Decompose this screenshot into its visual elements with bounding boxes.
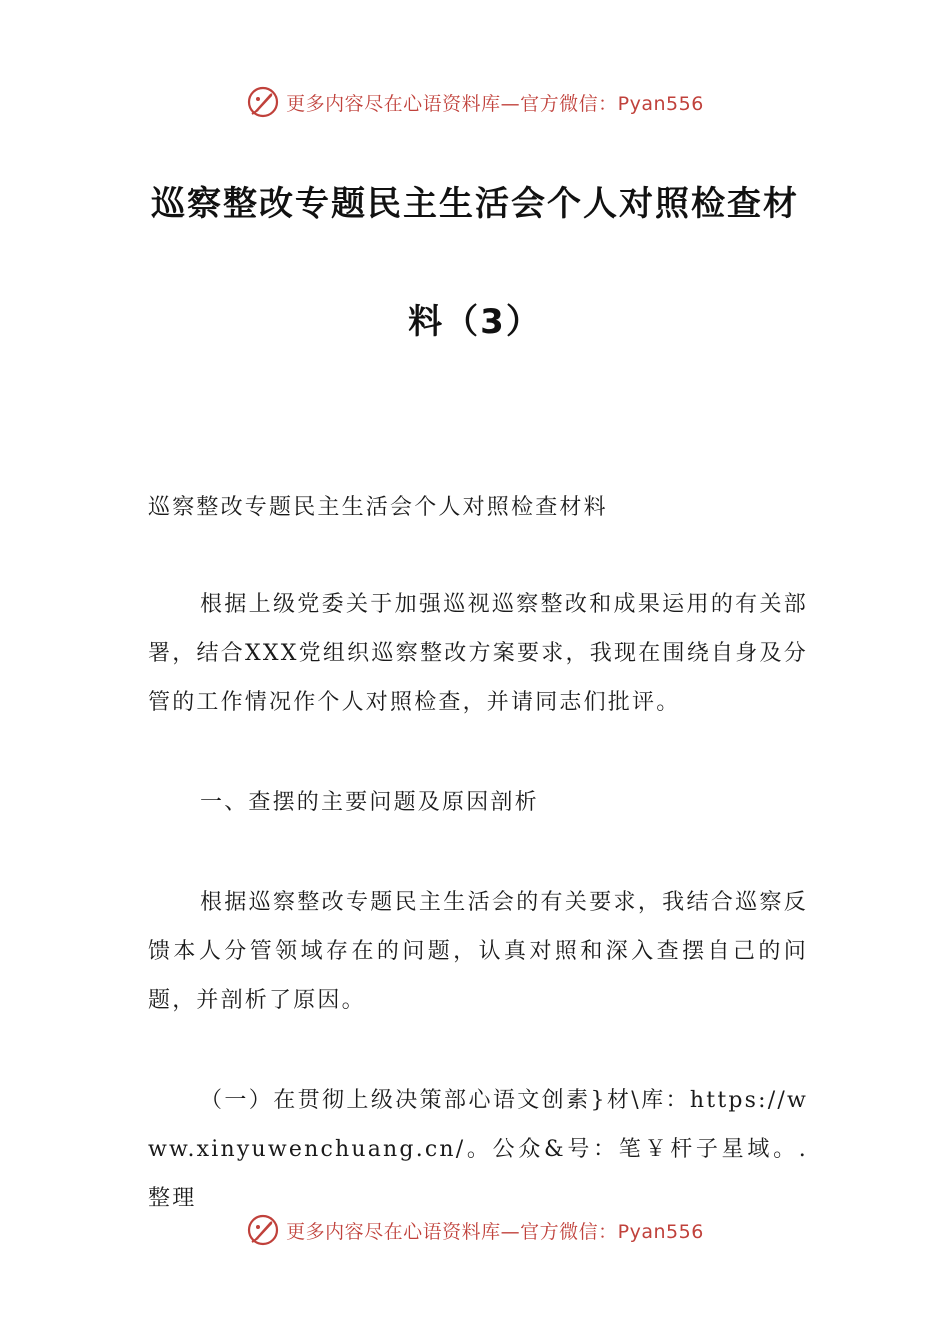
- quill-pen-logo-icon: [246, 1213, 280, 1247]
- header-banner: [0, 82, 950, 122]
- document-title-line-1: 巡察整改专题民主生活会个人对照检查材: [151, 184, 799, 224]
- footer-banner-text: 更多内容尽在心语资料库—官方微信：Pyan556: [286, 1220, 704, 1243]
- quill-pen-logo-icon: [246, 85, 280, 119]
- paragraph-item-1: （一）在贯彻上级决策部心语文创素}材\库：https://www.xinyuwenchuang.cn/。公众&号：笔￥杆子星域。.整理: [148, 1088, 808, 1211]
- paragraph-intro: 根据上级党委关于加强巡视巡察整改和成果运用的有关部署，结合XXX党组织巡察整改方案要求，我现在围绕自身及分管的工作情况作个人对照检查，并请同志们批评。: [148, 592, 808, 715]
- document-title-line-2: 料（3）: [408, 302, 542, 342]
- header-banner-text: 更多内容尽在心语资料库—官方微信：Pyan556: [286, 92, 704, 115]
- footer-banner: [0, 1210, 950, 1250]
- document-subtitle: 巡察整改专题民主生活会个人对照检查材料: [148, 495, 608, 520]
- section-heading-1: 一、查摆的主要问题及原因剖析: [200, 790, 539, 815]
- paragraph-problems: 根据巡察整改专题民主生活会的有关要求，我结合巡察反馈本人分管领域存在的问题，认真对照和深入查摆自己的问题，并剖析了原因。: [148, 890, 808, 1013]
